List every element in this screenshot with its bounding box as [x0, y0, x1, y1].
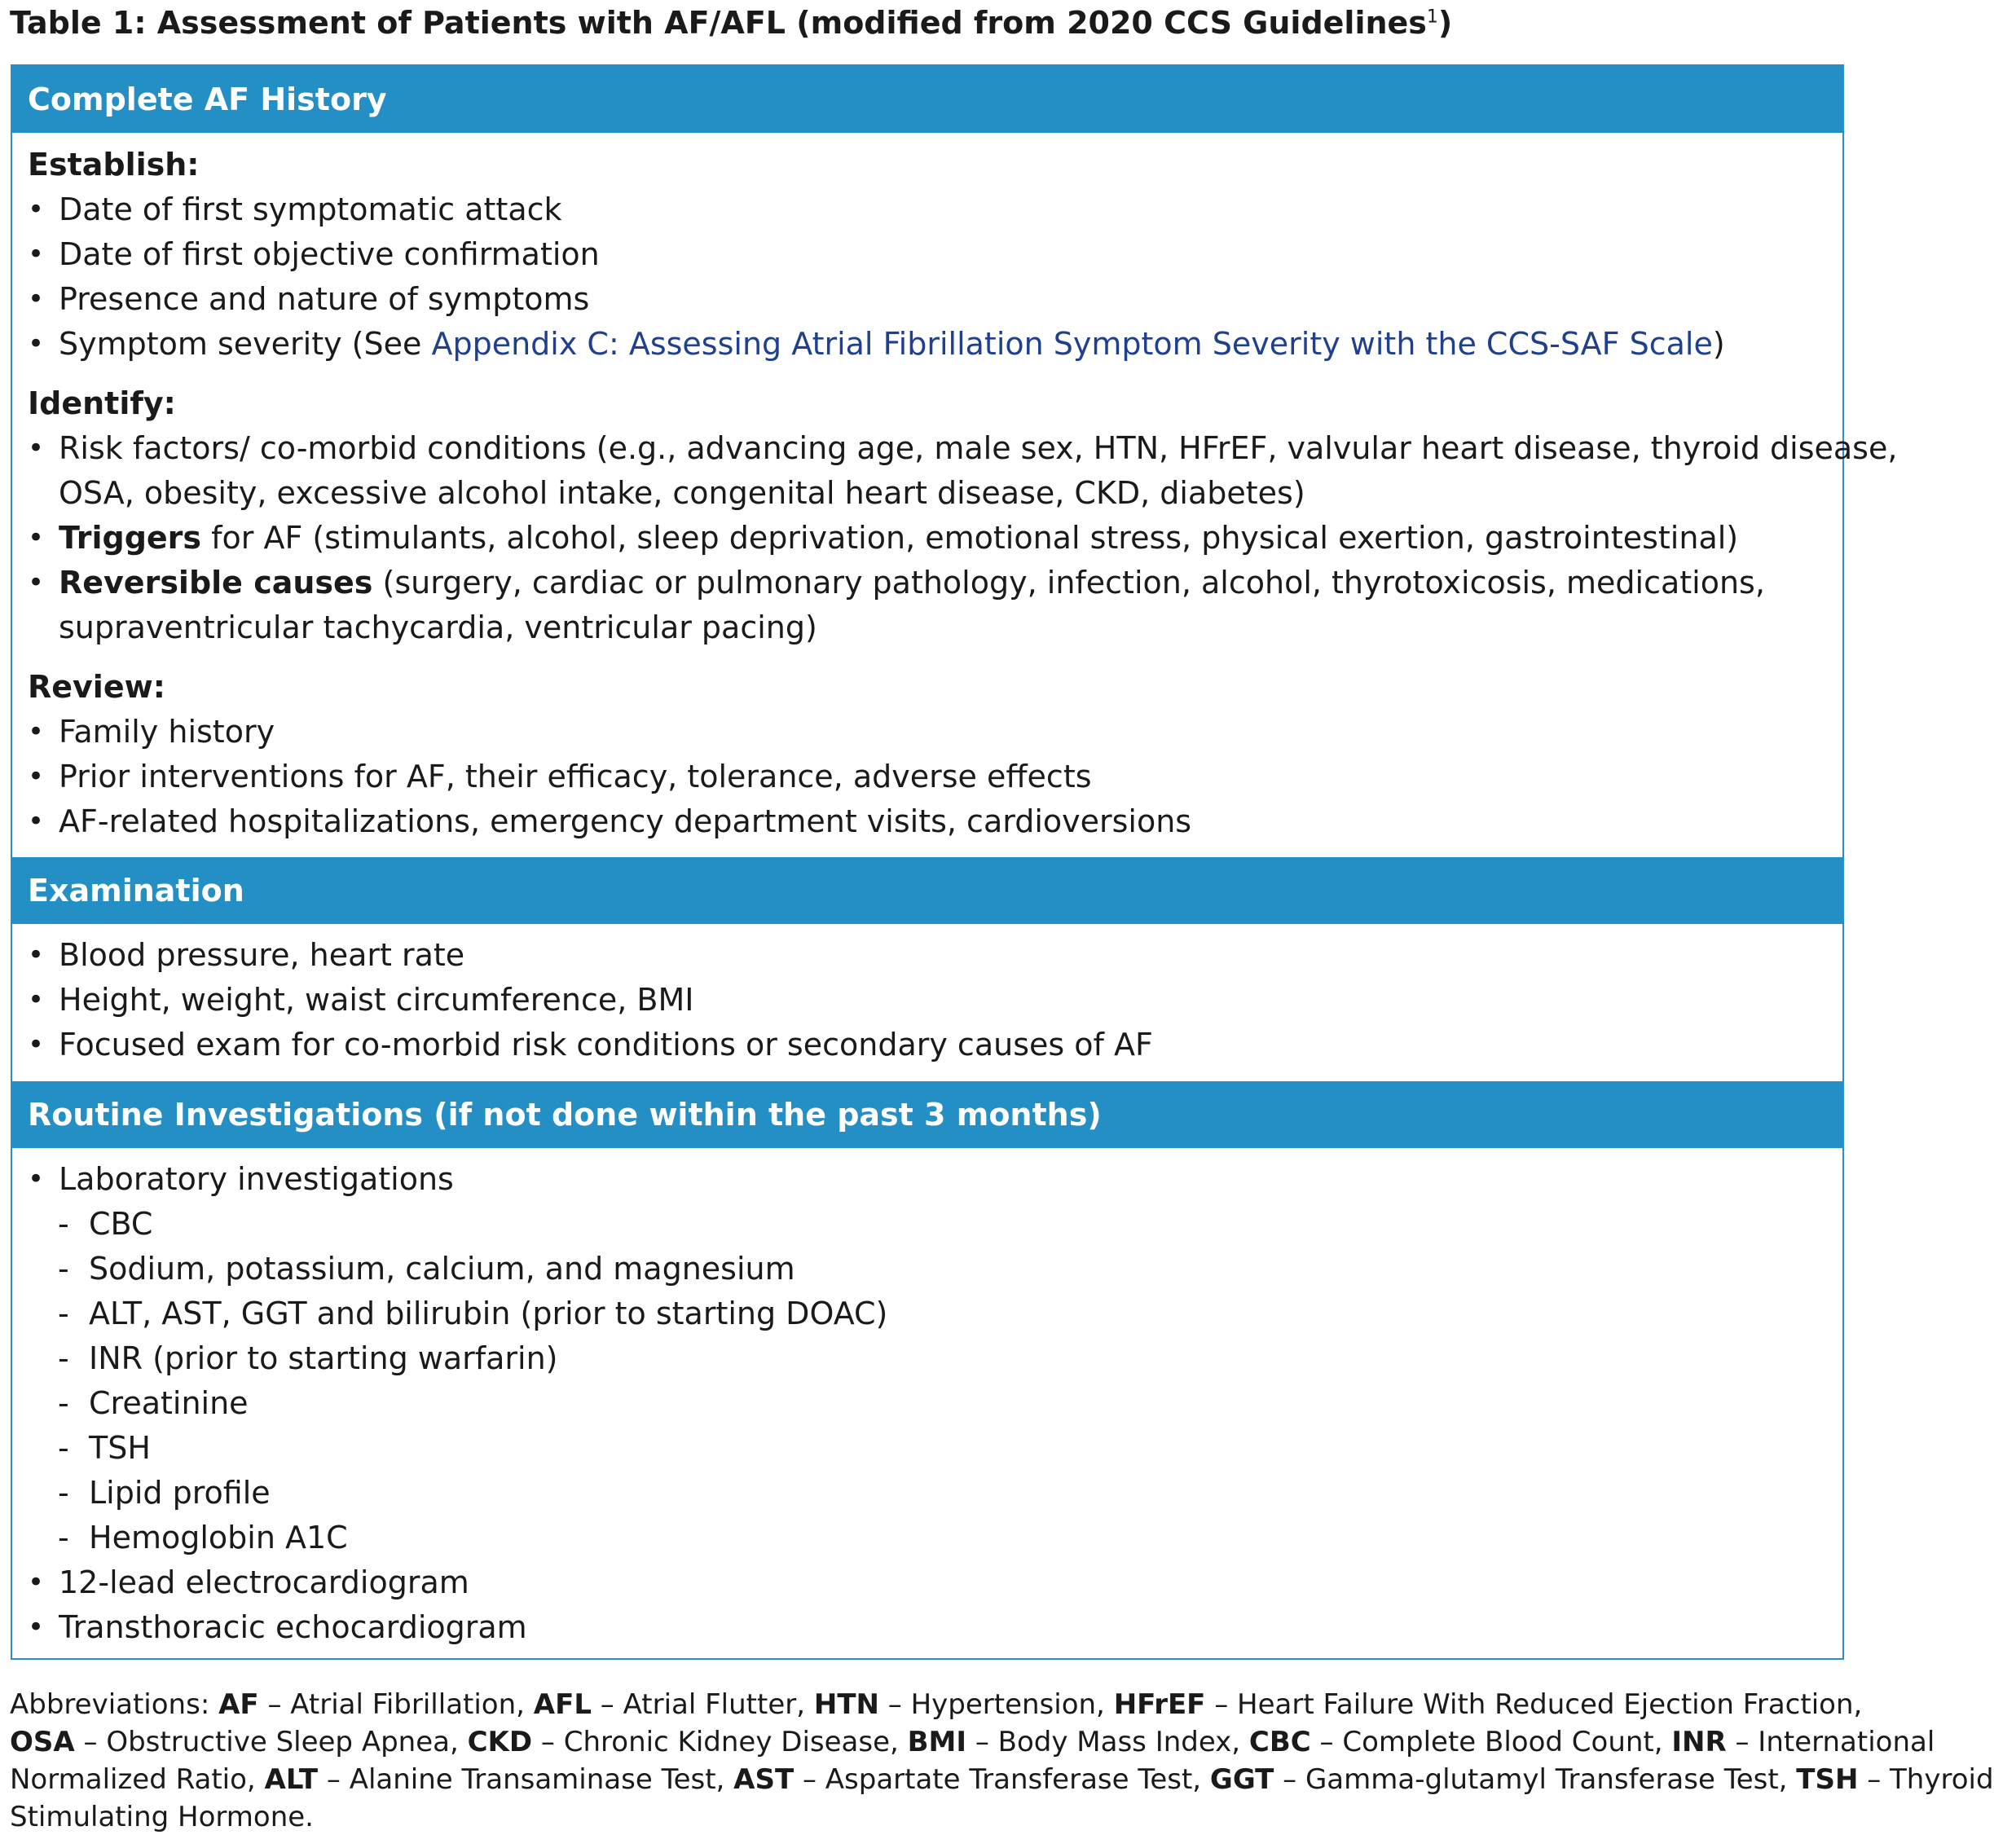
list-item-text: Family history	[59, 714, 275, 750]
assessment-table	[11, 64, 1898, 1660]
bullet-icon: •	[28, 283, 45, 315]
table-title-close: )	[1437, 5, 1453, 41]
list-item-text: Date of first objective confirmation	[59, 236, 600, 272]
bullet-icon: •	[28, 939, 45, 971]
list-item	[12, 1605, 1842, 1650]
dash-icon: -	[58, 1296, 69, 1331]
list-item	[12, 755, 1842, 799]
bullet-icon: •	[28, 1028, 45, 1061]
triggers-label: Triggers	[59, 520, 202, 556]
sub-list-item-text: CBC	[89, 1206, 153, 1242]
establish-heading-text: Establish:	[28, 147, 200, 183]
abbr-definition: – Gamma-glutamyl Transferase Test,	[1274, 1763, 1797, 1796]
sub-list-item-text: ALT, AST, GGT and bilirubin (prior to starting DOAC)	[89, 1296, 888, 1331]
abbr-definition: – International	[1726, 1726, 1935, 1758]
abbr-definition: Normalized Ratio,	[10, 1763, 265, 1796]
establish-heading	[12, 143, 1842, 187]
sub-list-item	[12, 1336, 1842, 1381]
list-item-text: AF-related hospitalizations, emergency department visits, cardioversions	[59, 803, 1192, 839]
section-header-examination: Examination	[12, 857, 1842, 924]
abbreviations-footnote	[10, 1686, 1994, 1836]
bullet-icon: •	[28, 760, 45, 793]
sub-list-item	[12, 1471, 1842, 1516]
dash-icon: -	[58, 1520, 69, 1555]
sub-list-item	[12, 1381, 1842, 1426]
abbr-definition: – Complete Blood Count,	[1310, 1726, 1672, 1758]
bullet-icon: •	[28, 238, 45, 271]
abbreviations-line-2	[10, 1723, 1935, 1761]
abbreviations-line-4	[10, 1798, 1835, 1836]
abbr-term: HTN	[813, 1688, 879, 1721]
list-item-text: Risk factors/ co-morbid conditions (e.g., advancing age, male sex, HTN, HFrEF, valvular heart disease, thyroid disease,	[59, 430, 1898, 466]
bullet-icon: •	[28, 193, 45, 226]
dash-icon: -	[58, 1430, 69, 1466]
dash-icon: -	[58, 1251, 69, 1287]
list-item-lab	[12, 1157, 1842, 1202]
abbr-term: AST	[733, 1763, 795, 1796]
sub-list-item-text: Sodium, potassium, calcium, and magnesium	[89, 1251, 795, 1287]
list-item-triggers	[12, 516, 1842, 561]
appendix-c-link[interactable]: Appendix C: Assessing Atrial Fibrillation Symptom Severity with the CCS-SAF Scale	[431, 326, 1713, 362]
abbr-term: BMI	[907, 1726, 967, 1758]
sub-list-item-text: TSH	[89, 1430, 151, 1466]
abbr-definition: – Thyroid	[1858, 1763, 1994, 1796]
abbr-definition: – Aspartate Transferase Test,	[794, 1763, 1210, 1796]
abbr-definition: – Alanine Transaminase Test,	[318, 1763, 734, 1796]
list-item-text: Laboratory investigations	[59, 1161, 454, 1197]
bullet-icon: •	[28, 1611, 45, 1643]
list-item	[12, 799, 1842, 844]
abbr-term: CBC	[1248, 1726, 1311, 1758]
identify-heading-text: Identify:	[28, 385, 176, 421]
bullet-icon: •	[28, 1566, 45, 1599]
sub-list-item-text: INR (prior to starting warfarin)	[89, 1340, 558, 1376]
abbr-term: TSH	[1796, 1763, 1859, 1796]
list-item	[12, 1023, 1842, 1067]
list-item-text: Blood pressure, heart rate	[59, 937, 465, 973]
abbr-term: AFL	[533, 1688, 592, 1721]
sub-list-item	[12, 1291, 1842, 1336]
list-item-text: Height, weight, waist circumference, BMI	[59, 982, 694, 1018]
list-item	[12, 933, 1842, 978]
abbr-term: CKD	[467, 1726, 533, 1758]
list-item	[12, 1560, 1842, 1605]
reversible-text: (surgery, cardiac or pulmonary pathology, infection, alcohol, thyrotoxicosis, medications,	[372, 565, 1765, 601]
sub-list-item	[12, 1426, 1842, 1471]
list-item-text	[59, 516, 1738, 561]
abbr-definition: – Atrial Flutter,	[592, 1688, 814, 1721]
list-item	[12, 978, 1842, 1023]
list-item-text: Transthoracic echocardiogram	[59, 1609, 527, 1645]
bullet-icon: •	[28, 983, 45, 1016]
section-header-history: Complete AF History	[12, 66, 1842, 133]
triggers-text: for AF (stimulants, alcohol, sleep deprivation, emotional stress, physical exertion, gastrointestinal)	[201, 520, 1739, 556]
review-heading	[12, 665, 1842, 710]
abbreviations-line-3	[10, 1761, 1994, 1798]
sub-list-item	[12, 1516, 1842, 1560]
list-item	[12, 277, 1842, 322]
list-item-text: Presence and nature of symptoms	[59, 281, 590, 317]
abbr-definition: – Atrial Fibrillation,	[258, 1688, 534, 1721]
bullet-icon: •	[28, 1163, 45, 1195]
abbr-definition: – Hypertension,	[878, 1688, 1114, 1721]
table-title-text: Table 1: Assessment of Patients with AF/AFL (modified from 2020 CCS Guidelines	[10, 5, 1427, 41]
abbr-definition: Stimulating Hormone.	[10, 1801, 314, 1833]
sub-list-item-text: Hemoglobin A1C	[89, 1520, 348, 1555]
reversible-label: Reversible causes	[59, 565, 373, 601]
list-item	[12, 232, 1842, 277]
bullet-icon: •	[28, 521, 45, 554]
list-item-reversible	[12, 561, 1842, 605]
sub-list-item	[12, 1247, 1842, 1291]
abbreviations-intro: Abbreviations:	[10, 1688, 219, 1721]
abbr-definition: – Obstructive Sleep Apnea,	[74, 1726, 468, 1758]
list-item-text: Prior interventions for AF, their efficacy, tolerance, adverse effects	[59, 759, 1092, 794]
dash-icon: -	[58, 1475, 69, 1511]
dash-icon: -	[58, 1385, 69, 1421]
table-title	[10, 3, 1452, 42]
table-title-superscript: 1	[1426, 7, 1438, 28]
list-item-risk	[12, 426, 1898, 471]
identify-heading	[12, 381, 1842, 426]
list-item-text: 12-lead electrocardiogram	[59, 1564, 469, 1600]
bullet-icon: •	[28, 715, 45, 748]
abbreviations-line-1	[10, 1686, 1863, 1723]
abbr-term: OSA	[10, 1726, 75, 1758]
severity-suffix: )	[1712, 326, 1725, 362]
list-item-text	[59, 561, 1765, 605]
abbr-definition: – Body Mass Index,	[966, 1726, 1249, 1758]
list-item	[12, 187, 1842, 232]
dash-icon: -	[58, 1206, 69, 1242]
list-item-text	[59, 322, 1725, 367]
list-item	[12, 710, 1842, 755]
severity-prefix: Symptom severity (See	[59, 326, 432, 362]
bullet-icon: •	[28, 566, 45, 599]
bullet-icon: •	[28, 432, 45, 464]
list-item-severity	[12, 322, 1842, 367]
abbr-term: AF	[218, 1688, 259, 1721]
abbr-term: GGT	[1209, 1763, 1274, 1796]
list-item-text: Date of first symptomatic attack	[59, 191, 562, 227]
dash-icon: -	[58, 1340, 69, 1376]
bullet-icon: •	[28, 328, 45, 360]
abbr-term: ALT	[264, 1763, 319, 1796]
sub-list-item	[12, 1202, 1842, 1247]
list-item-text: supraventricular tachycardia, ventricular pacing)	[59, 609, 817, 645]
review-heading-text: Review:	[28, 669, 165, 705]
bullet-icon: •	[28, 805, 45, 838]
abbr-definition: – Chronic Kidney Disease,	[532, 1726, 908, 1758]
section-header-investigations: Routine Investigations (if not done within the past 3 months)	[12, 1081, 1842, 1148]
list-item-text: OSA, obesity, excessive alcohol intake, congenital heart disease, CKD, diabetes)	[59, 475, 1305, 511]
list-item-continuation	[12, 605, 1842, 650]
sub-list-item-text: Creatinine	[89, 1385, 249, 1421]
list-item-continuation	[12, 471, 1842, 516]
abbr-term: HFrEF	[1113, 1688, 1206, 1721]
list-item-text: Focused exam for co-morbid risk conditions or secondary causes of AF	[59, 1027, 1153, 1063]
sub-list-item-text: Lipid profile	[89, 1475, 271, 1511]
abbr-term: INR	[1671, 1726, 1727, 1758]
abbr-definition: – Heart Failure With Reduced Ejection Fraction,	[1205, 1688, 1863, 1721]
